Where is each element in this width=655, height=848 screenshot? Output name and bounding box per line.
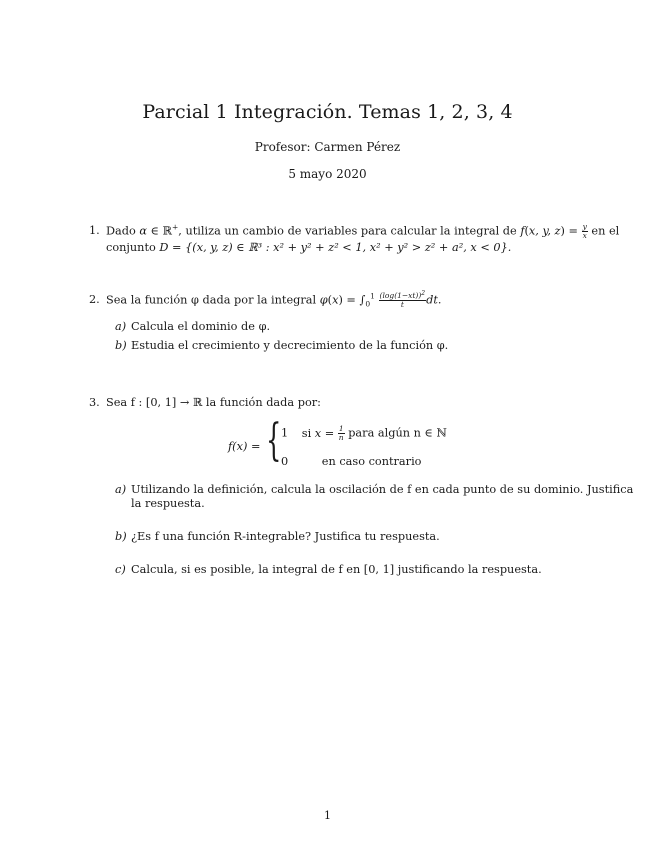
piecewise-case-2 (281, 454, 421, 469)
one-over-n-fraction: $\frac{1}{n}$ (338, 424, 344, 442)
integral-fraction: $\frac{(\log(1-xt))^2}{t}$ (379, 290, 426, 309)
set-d-formula: D = {(x, y, z) ∈ ℝ³ : x² + y² + z² < 1, x² + y² > z² + a², x < 0}. (159, 241, 512, 254)
problem-3c-text: Calcula, si es posible, la integral de f en [0, 1] justificando la respuesta. (131, 563, 542, 576)
problem-3-number: 3. (89, 396, 100, 409)
problem-1-text-start: Dado (106, 224, 136, 238)
exam-author: Profesor: Carmen Pérez (254, 140, 401, 154)
problem-3-text: Sea f : [0, 1] → ℝ la función dada por: (106, 396, 321, 409)
case-1-condition: para algún n ∈ ℕ (348, 426, 447, 440)
problem-3b-label: b) (115, 530, 127, 543)
integrand-formula: f (520, 224, 525, 238)
exam-title: Parcial 1 Integración. Temas 1, 2, 3, 4 (142, 101, 513, 123)
piecewise-lhs: f(x) = (228, 440, 261, 453)
problem-2a-text: Calcula el dominio de φ. (131, 320, 271, 333)
problem-3a-line-1: Utilizando la definición, calcula la oscilación de f en cada punto de su dominio. Justifica (131, 483, 634, 496)
problem-3b-text: ¿Es f una función R-integrable? Justifica tu respuesta. (131, 530, 440, 543)
problem-2-number: 2. (89, 293, 100, 306)
exam-date: 5 mayo 2020 (288, 167, 367, 181)
problem-1-number: 1. (89, 224, 100, 237)
problem-1-text-end: en el (591, 224, 620, 238)
problem-2a-label: a) (115, 320, 127, 333)
problem-1-text-conjunto: conjunto (106, 241, 156, 254)
page-number: 1 (324, 809, 331, 822)
problem-1-line-2 (106, 240, 511, 255)
alpha-in-reals-formula: α (139, 224, 148, 238)
case-1-value: 1 (281, 426, 289, 440)
problem-2-text: Sea la función φ dada por la integral (106, 293, 317, 307)
problem-3a-label: a) (115, 483, 127, 496)
problem-1-text-mid: , utiliza un cambio de variables para calcular la integral de (178, 224, 517, 238)
problem-1-line-1: Dado α ∈ ℝ+, utiliza un cambio de variables para calcular la integral de f(x, y, z) = $\frac{y}{x}$ en el (106, 222, 620, 240)
case-2-value: 0 (281, 455, 289, 468)
problem-2-line: Sea la función φ dada por la integral $\varphi(x) = \int_0^1$ $\frac{(\log(1-xt))^2}{t}$ dt. (106, 290, 442, 309)
problem-3a-line-2: la respuesta. (131, 497, 205, 510)
piecewise-brace: { (266, 415, 282, 466)
case-2-condition: en caso contrario (321, 455, 422, 468)
problem-2b-text: Estudia el crecimiento y decrecimiento de la función φ. (131, 339, 449, 352)
problem-3c-label: c) (115, 563, 126, 576)
problem-2b-label: b) (115, 339, 127, 352)
y-over-x-fraction: $\frac{y}{x}$ (582, 222, 587, 240)
piecewise-case-1: 1 si x = $\frac{1}{n}$ para algún n ∈ ℕ (281, 424, 447, 442)
